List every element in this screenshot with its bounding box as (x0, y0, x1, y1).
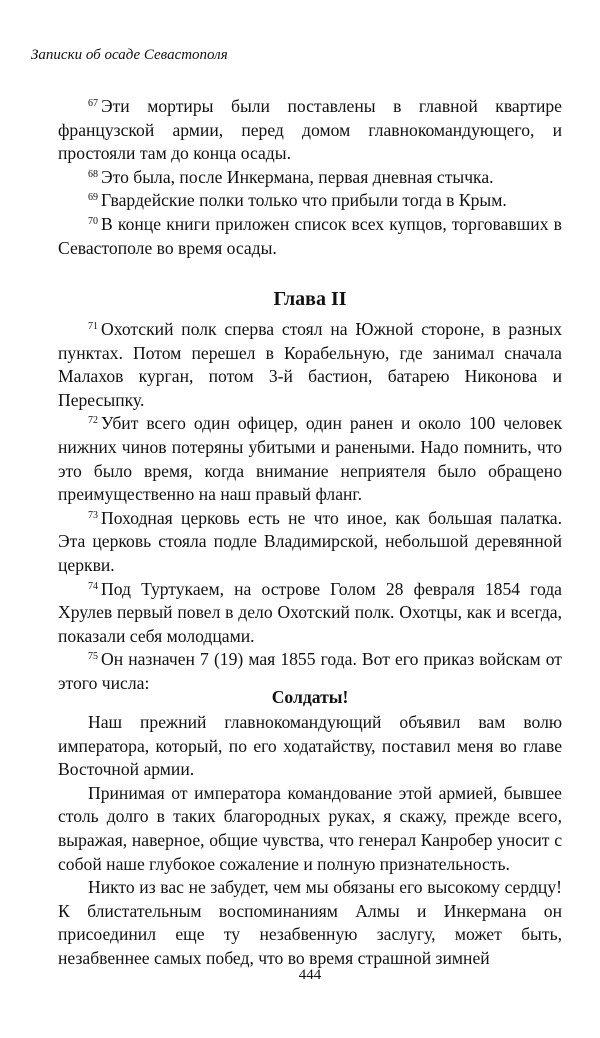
decree-paragraph: Никто из вас не забудет, чем мы обязаны его высокому сердцу! К блистательным воспоминаниям Алмы и Инкермана он присоединил еще ту незабвенную заслугу, может быть, незабвеннее самых побед, что во время страшной зимней (58, 877, 562, 968)
footnote-text: В конце книги приложен список всех купцов, торговавших в Севастополе во время осады. (58, 213, 562, 258)
footnotes-top (58, 95, 562, 260)
footnote-number: 67 (88, 98, 98, 109)
footnote (58, 213, 562, 260)
decree-paragraph: Наш прежний главнокомандующий объявил вам волю императора, который, по его ходатайству, поставил меня во главе Восточной армии. (58, 712, 562, 780)
decree-body (58, 711, 562, 971)
footnote-text: Это была, после Инкермана, первая дневная стычка. (101, 166, 494, 187)
footnote (58, 507, 562, 578)
page-number: 444 (298, 967, 322, 983)
running-head: Записки об осаде Севастополя (31, 47, 228, 63)
footnotes-chapter (58, 318, 562, 696)
footnote-text: Убит всего один офицер, один ранен и около 100 человек нижних чинов потеряны убитыми и ранеными. Надо помнить, что это было время, когда внимание неприятеля было обращено преимущественно на наш правый фланг. (58, 413, 562, 505)
footnote (58, 166, 562, 190)
footnote-number: 72 (88, 415, 98, 427)
footnote-text: Охотский полк сперва стоял на Южной стороне, в разных пунктах. Потом перешел в Корабельную, где занимал сначала Малахов курган, потом 3-й бастион, батарею Никонова и Пересыпку. (58, 319, 562, 410)
footnote-text: Походная церковь есть не что иное, как большая палатка. Эта церковь стояла подле Владимирской, небольшой деревянной церкви. (58, 507, 562, 575)
footnote-text: Он назначен 7 (19) мая 1855 года. Вот его приказ войскам от этого числа: (58, 649, 562, 693)
footnote-number: 69 (88, 192, 98, 204)
footnote-text: Эти мортиры были поставлены в главной квартире французской армии, перед домом главнокомандующего, и простояли там до конца осады. (58, 96, 562, 164)
decree-paragraph: Принимая от императора командование этой армией, бывшее столь долго в таких благородных руках, я скажу, прежде всего, выражая, наверное, общие чувства, что генерал Канробер уносит с собой наше глубокое сожаление и полную признательность. (58, 782, 562, 874)
footnote (58, 318, 562, 412)
footnote (58, 95, 562, 166)
chapter-title: Глава II (273, 288, 347, 310)
footnote (58, 189, 562, 213)
footnote-number: 68 (88, 168, 98, 180)
footnote (58, 412, 562, 506)
footnote (58, 578, 562, 649)
footnote-text: Гвардейские полки только что прибыли тогда в Крым. (101, 190, 507, 211)
decree-title: Солдаты! (271, 687, 349, 707)
footnote-number: 74 (88, 580, 98, 592)
footnote-number: 73 (88, 509, 98, 521)
footnote-number: 71 (88, 321, 98, 332)
footnote-number: 75 (88, 651, 98, 663)
footnote-number: 70 (88, 215, 98, 227)
footnote-text: Под Туртукаем, на острове Голом 28 февраля 1854 года Хрулев первый повел в дело Охотский полк. Охотцы, как и всегда, показали себя молодцами. (58, 578, 562, 646)
